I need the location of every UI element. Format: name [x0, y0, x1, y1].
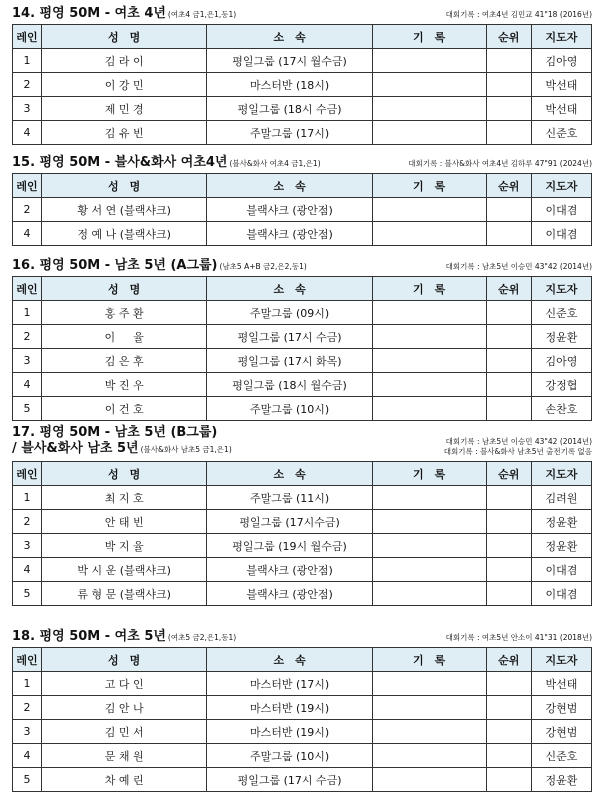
rank-cell: [486, 97, 531, 121]
record-cell: [372, 486, 486, 510]
coach-cell: 강정협: [531, 373, 591, 397]
table-row: [13, 73, 592, 97]
rank-header: 순위: [486, 648, 531, 672]
table-header-row: [13, 277, 592, 301]
swimmer-name: 최 지 호: [41, 486, 206, 510]
event-title-line2: / 블사&화사 남초 5년: [12, 441, 139, 456]
lane-cell: 4: [13, 558, 42, 582]
record-cell: [372, 198, 486, 222]
record-cell: [372, 720, 486, 744]
record-cell: [372, 744, 486, 768]
coach-header: 지도자: [531, 277, 591, 301]
lane-cell: 4: [13, 121, 42, 145]
table-row: [13, 325, 592, 349]
lane-cell: 2: [13, 73, 42, 97]
rank-cell: [486, 558, 531, 582]
lane-header: 레인: [13, 277, 42, 301]
name-header: 성 명: [41, 174, 206, 198]
team-cell: 평일그룹 (17시 수금): [207, 325, 372, 349]
lane-table: [12, 276, 592, 421]
swimmer-name: 차 예 린: [41, 768, 206, 792]
coach-cell: 박선태: [531, 73, 591, 97]
event-subtitle: (여초4 금1,은1,동1): [167, 10, 237, 19]
coach-header: 지도자: [531, 648, 591, 672]
team-cell: 마스터반 (19시): [207, 720, 372, 744]
coach-cell: 신준호: [531, 301, 591, 325]
rank-cell: [486, 672, 531, 696]
lane-cell: 1: [13, 49, 42, 73]
event-block: [12, 254, 592, 421]
event-title: [12, 2, 236, 21]
record-cell: [372, 582, 486, 606]
team-cell: 주말그룹 (10시): [207, 397, 372, 421]
coach-header: 지도자: [531, 462, 591, 486]
table-header-row: [13, 174, 592, 198]
lane-cell: 1: [13, 301, 42, 325]
swimmer-name: 안 태 빈: [41, 510, 206, 534]
lane-cell: 4: [13, 744, 42, 768]
rank-cell: [486, 744, 531, 768]
coach-cell: 신준호: [531, 121, 591, 145]
lane-cell: 4: [13, 222, 42, 246]
record-cell: [372, 672, 486, 696]
event-subtitle: (블사&화사 여초4 금1,은1): [229, 159, 321, 168]
record-cell: [372, 73, 486, 97]
lane-cell: 5: [13, 397, 42, 421]
swimmer-name: 이 강 민: [41, 73, 206, 97]
lane-table: [12, 461, 592, 606]
team-header: 소 속: [207, 277, 372, 301]
table-header-row: [13, 25, 592, 49]
coach-header: 지도자: [531, 174, 591, 198]
table-row: [13, 198, 592, 222]
lane-table: [12, 647, 592, 792]
meet-record-line: 대회기록 : 블사&화사 여초4년 김하루 47"91 (2024년): [408, 159, 592, 168]
table-header-row: [13, 648, 592, 672]
event-title: [12, 625, 236, 644]
coach-header: 지도자: [531, 25, 591, 49]
lane-cell: 5: [13, 768, 42, 792]
rank-cell: [486, 397, 531, 421]
table-row: [13, 486, 592, 510]
event-header: [12, 2, 592, 24]
team-cell: 평일그룹 (17시 화목): [207, 349, 372, 373]
lane-cell: 2: [13, 510, 42, 534]
lane-header: 레인: [13, 648, 42, 672]
rank-cell: [486, 349, 531, 373]
lane-cell: 2: [13, 198, 42, 222]
record-header: 기 록: [372, 277, 486, 301]
rank-cell: [486, 325, 531, 349]
event-block: [12, 425, 592, 606]
swimmer-name: 김 은 후: [41, 349, 206, 373]
meet-record: [446, 10, 592, 20]
rank-cell: [486, 49, 531, 73]
team-cell: 평일그룹 (17시 수금): [207, 768, 372, 792]
table-row: [13, 222, 592, 246]
name-header: 성 명: [41, 277, 206, 301]
lane-table: [12, 24, 592, 145]
swimmer-name: 홍 주 환: [41, 301, 206, 325]
record-cell: [372, 510, 486, 534]
table-row: [13, 49, 592, 73]
record-cell: [372, 534, 486, 558]
team-header: 소 속: [207, 648, 372, 672]
event-block: [12, 151, 592, 246]
rank-header: 순위: [486, 462, 531, 486]
coach-cell: 강현범: [531, 696, 591, 720]
table-row: [13, 744, 592, 768]
event-title: [12, 254, 307, 273]
rank-header: 순위: [486, 277, 531, 301]
swimmer-name: 정 예 나 (블랙샤크): [41, 222, 206, 246]
meet-record-line: 대회기록 : 남초5년 이승민 43"42 (2014년): [445, 262, 592, 271]
rank-header: 순위: [486, 174, 531, 198]
coach-cell: 정윤환: [531, 534, 591, 558]
rank-cell: [486, 768, 531, 792]
record-cell: [372, 325, 486, 349]
team-cell: 주말그룹 (10시): [207, 744, 372, 768]
rank-header: 순위: [486, 25, 531, 49]
team-cell: 마스터반 (17시): [207, 672, 372, 696]
team-cell: 마스터반 (19시): [207, 696, 372, 720]
rank-cell: [486, 696, 531, 720]
swimmer-name: 김 안 나: [41, 696, 206, 720]
rank-cell: [486, 373, 531, 397]
event-title-text: 18. 평영 50M - 여초 5년: [12, 629, 166, 644]
swimmer-name: 류 형 문 (블랙샤크): [41, 582, 206, 606]
meet-record-line: 대회기록 : 여초4년 김민교 41"18 (2016년): [445, 10, 592, 19]
team-cell: 주말그룹 (11시): [207, 486, 372, 510]
event-subtitle: (남초5 A+B 금2,은2,동1): [219, 262, 307, 271]
event-block: [12, 625, 592, 792]
lane-cell: 4: [13, 373, 42, 397]
event-block: [12, 2, 592, 145]
team-cell: 평일그룹 (18시 수금): [207, 97, 372, 121]
record-cell: [372, 49, 486, 73]
rank-cell: [486, 534, 531, 558]
record-cell: [372, 222, 486, 246]
table-row: [13, 720, 592, 744]
team-cell: 블랙샤크 (광안점): [207, 198, 372, 222]
lane-cell: 2: [13, 325, 42, 349]
team-cell: 평일그룹 (17시수금): [207, 510, 372, 534]
event-title: [12, 151, 321, 170]
event-title-text: 17. 평영 50M - 남초 5년 (B그룹): [12, 425, 218, 440]
meet-record: [408, 159, 592, 169]
table-row: [13, 97, 592, 121]
team-cell: 주말그룹 (17시): [207, 121, 372, 145]
event-header: [12, 625, 592, 647]
swimmer-name: 황 서 연 (블랙샤크): [41, 198, 206, 222]
team-cell: 블랙샤크 (광안점): [207, 582, 372, 606]
rank-cell: [486, 222, 531, 246]
table-row: [13, 373, 592, 397]
event-title-text: 14. 평영 50M - 여초 4년: [12, 6, 166, 21]
lane-header: 레인: [13, 25, 42, 49]
coach-cell: 이대겸: [531, 222, 591, 246]
event-title-text: 16. 평영 50M - 남초 5년 (A그룹): [12, 258, 218, 273]
event-header: [12, 425, 592, 461]
coach-cell: 박선태: [531, 97, 591, 121]
coach-cell: 정윤환: [531, 325, 591, 349]
table-row: [13, 582, 592, 606]
meet-record: [444, 437, 592, 457]
record-cell: [372, 558, 486, 582]
rank-cell: [486, 198, 531, 222]
coach-cell: 정윤환: [531, 510, 591, 534]
record-cell: [372, 696, 486, 720]
lane-cell: 2: [13, 696, 42, 720]
swimmer-name: 고 다 인: [41, 672, 206, 696]
record-cell: [372, 349, 486, 373]
rank-cell: [486, 301, 531, 325]
name-header: 성 명: [41, 648, 206, 672]
table-row: [13, 534, 592, 558]
coach-cell: 정윤환: [531, 768, 591, 792]
coach-cell: 강현범: [531, 720, 591, 744]
table-row: [13, 510, 592, 534]
table-row: [13, 397, 592, 421]
swimmer-name: 문 채 원: [41, 744, 206, 768]
name-header: 성 명: [41, 25, 206, 49]
lane-cell: 3: [13, 720, 42, 744]
record-cell: [372, 301, 486, 325]
table-row: [13, 121, 592, 145]
table-row: [13, 349, 592, 373]
event-subtitle: (여초5 금2,은1,동1): [167, 633, 237, 642]
team-header: 소 속: [207, 462, 372, 486]
swimmer-name: 박 시 운 (블랙샤크): [41, 558, 206, 582]
event-title-text: 15. 평영 50M - 블사&화사 여초4년: [12, 155, 228, 170]
table-header-row: [13, 462, 592, 486]
team-cell: 평일그룹 (17시 월수금): [207, 49, 372, 73]
rank-cell: [486, 486, 531, 510]
lane-cell: 1: [13, 672, 42, 696]
record-header: 기 록: [372, 462, 486, 486]
table-row: [13, 672, 592, 696]
rank-cell: [486, 121, 531, 145]
meet-record-line: 대회기록 : 남초5년 이승민 43"42 (2014년): [445, 437, 592, 446]
rank-cell: [486, 73, 531, 97]
record-cell: [372, 121, 486, 145]
record-header: 기 록: [372, 25, 486, 49]
rank-cell: [486, 582, 531, 606]
swimmer-name: 제 민 경: [41, 97, 206, 121]
swimmer-name: 김 민 서: [41, 720, 206, 744]
swimmer-name: 이 율: [41, 325, 206, 349]
swimmer-name: 김 유 빈: [41, 121, 206, 145]
rank-cell: [486, 510, 531, 534]
coach-cell: 신준호: [531, 744, 591, 768]
event-header: [12, 254, 592, 276]
swimmer-name: 이 건 호: [41, 397, 206, 421]
swimmer-name: 박 지 율: [41, 534, 206, 558]
team-cell: 마스터반 (18시): [207, 73, 372, 97]
lane-header: 레인: [13, 174, 42, 198]
table-row: [13, 301, 592, 325]
event-title: [12, 425, 232, 458]
coach-cell: 김아영: [531, 349, 591, 373]
meet-record: [446, 633, 592, 643]
team-cell: 블랙샤크 (광안점): [207, 558, 372, 582]
team-header: 소 속: [207, 25, 372, 49]
team-cell: 평일그룹 (19시 월수금): [207, 534, 372, 558]
meet-record: [446, 262, 592, 272]
rank-cell: [486, 720, 531, 744]
lane-cell: 1: [13, 486, 42, 510]
table-row: [13, 558, 592, 582]
coach-cell: 손찬호: [531, 397, 591, 421]
meet-record-line: 대회기록 : 여초5년 안소이 41"31 (2018년): [445, 633, 592, 642]
team-cell: 평일그룹 (18시 월수금): [207, 373, 372, 397]
record-cell: [372, 397, 486, 421]
name-header: 성 명: [41, 462, 206, 486]
lane-cell: 3: [13, 534, 42, 558]
lane-table: [12, 173, 592, 246]
lane-cell: 3: [13, 97, 42, 121]
lane-header: 레인: [13, 462, 42, 486]
coach-cell: 이대겸: [531, 558, 591, 582]
swimmer-name: 김 라 이: [41, 49, 206, 73]
team-cell: 블랙샤크 (광안점): [207, 222, 372, 246]
record-header: 기 록: [372, 648, 486, 672]
record-cell: [372, 373, 486, 397]
table-row: [13, 696, 592, 720]
coach-cell: 김려원: [531, 486, 591, 510]
lane-cell: 5: [13, 582, 42, 606]
coach-cell: 이대겸: [531, 198, 591, 222]
event-header: [12, 151, 592, 173]
table-row: [13, 768, 592, 792]
coach-cell: 박선태: [531, 672, 591, 696]
lane-cell: 3: [13, 349, 42, 373]
coach-cell: 이대겸: [531, 582, 591, 606]
coach-cell: 김아영: [531, 49, 591, 73]
event-subtitle: (블사&화사 남초5 금1,은1): [140, 445, 232, 454]
team-cell: 주말그룹 (09시): [207, 301, 372, 325]
meet-record-line: 대회기록 : 블사&화사 남초5년 출전기록 없음: [443, 447, 592, 456]
record-cell: [372, 97, 486, 121]
record-cell: [372, 768, 486, 792]
swimmer-name: 박 진 우: [41, 373, 206, 397]
team-header: 소 속: [207, 174, 372, 198]
record-header: 기 록: [372, 174, 486, 198]
